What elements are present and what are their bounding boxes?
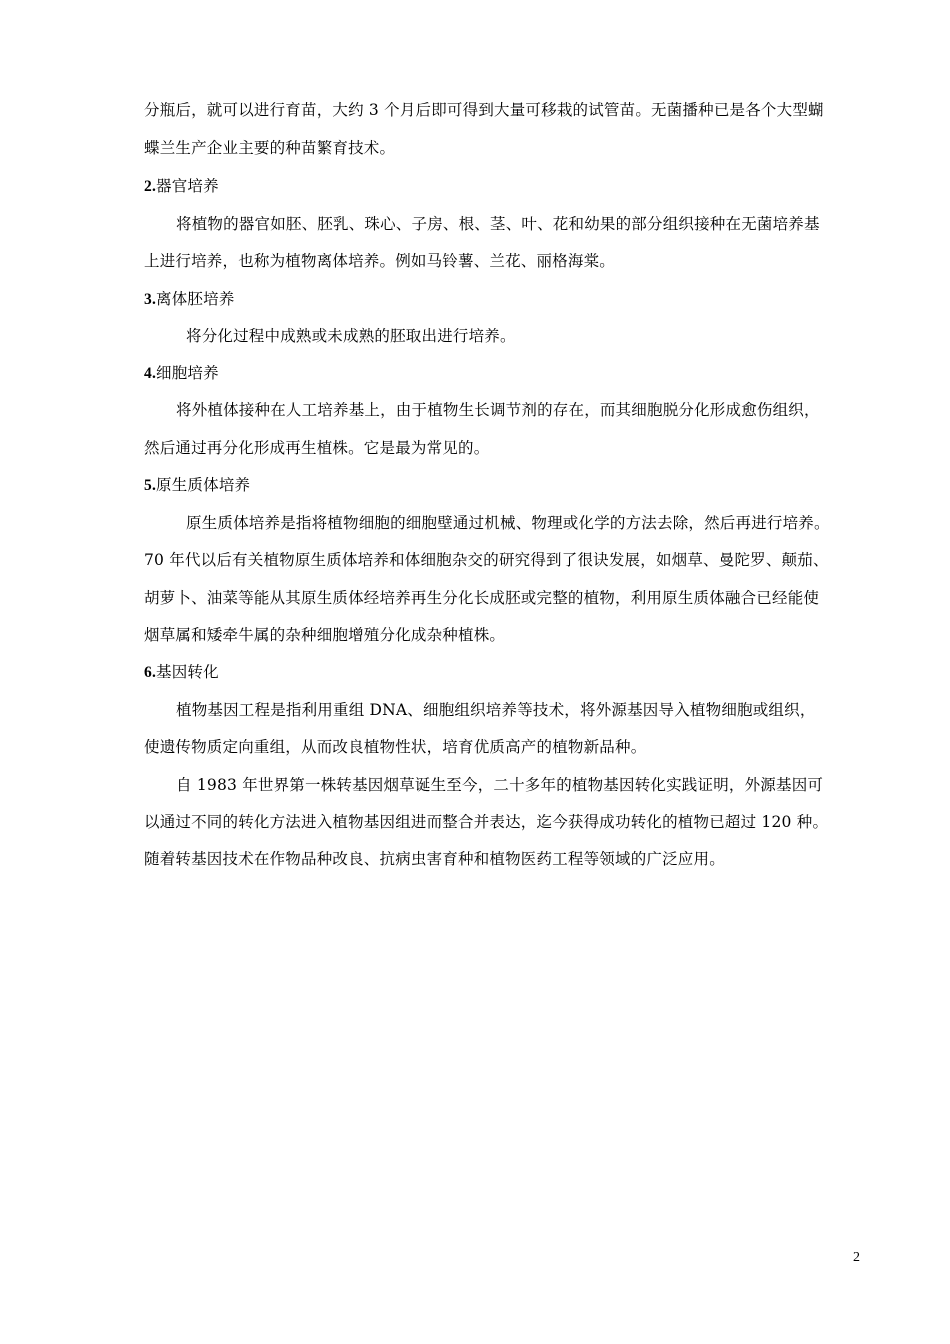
section-title: 器官培养 xyxy=(156,177,219,195)
paragraph-line: 将植物的器官如胚、胚乳、珠心、子房、根、茎、叶、花和幼果的部分组织接种在无菌培养基 xyxy=(176,215,820,233)
section-title: 原生质体培养 xyxy=(156,476,251,494)
section-title: 基因转化 xyxy=(156,663,219,681)
section-number: 4. xyxy=(144,365,157,382)
paragraph-line: 自 1983 年世界第一株转基因烟草诞生至今，二十多年的植物基因转化实践证明，外源基因可 xyxy=(176,776,824,794)
section-heading-embryo-culture xyxy=(144,288,864,311)
section-heading-gene-transformation xyxy=(144,661,864,684)
paragraph-line: 上进行培养，也称为植物离体培养。例如马铃薯、兰花、丽格海棠。 xyxy=(144,252,616,270)
paragraph-line: 70 年代以后有关植物原生质体培养和体细胞杂交的研究得到了很诀发展，如烟草、曼陀罗、颠茄、 xyxy=(144,551,829,569)
paragraph-line: 随着转基因技术在作物品种改良、抗病虫害育种和植物医药工程等领域的广泛应用。 xyxy=(144,850,725,868)
section-number: 3. xyxy=(144,291,157,308)
paragraph-line: 以通过不同的转化方法进入植物基因组进而整合并表达，迄今获得成功转化的植物已超过 120 种。 xyxy=(144,813,829,831)
section-number: 5. xyxy=(144,477,157,494)
page-number: 2 xyxy=(853,1250,860,1265)
section-title: 离体胚培养 xyxy=(156,290,235,308)
paragraph-line: 使遗传物质定向重组，从而改良植物性状，培育优质高产的植物新品种。 xyxy=(144,738,647,756)
paragraph-line: 将外植体接种在人工培养基上，由于植物生长调节剂的存在，而其细胞脱分化形成愈伤组织， xyxy=(176,401,820,419)
paragraph-line: 蝶兰生产企业主要的种苗繁育技术。 xyxy=(144,139,396,157)
section-heading-organ-culture xyxy=(144,175,864,198)
paragraph-line: 分瓶后，就可以进行育苗，大约 3 个月后即可得到大量可移栽的试管苗。无菌播种已是各个大型蝴 xyxy=(144,101,824,119)
paragraph-line: 然后通过再分化形成再生植株。它是最为常见的。 xyxy=(144,439,490,457)
section-heading-cell-culture xyxy=(144,362,864,385)
paragraph-line: 将分化过程中成熟或未成熟的胚取出进行培养。 xyxy=(186,327,516,345)
paragraph-line: 胡萝卜、油菜等能从其原生质体经培养再生分化长成胚或完整的植物，利用原生质体融合已经能使 xyxy=(144,589,820,607)
paragraph-line: 植物基因工程是指利用重组 DNA、细胞组织培养等技术，将外源基因导入植物细胞或组织， xyxy=(176,701,816,719)
section-number: 2. xyxy=(144,178,157,195)
section-number: 6. xyxy=(144,664,157,681)
section-title: 细胞培养 xyxy=(156,364,219,382)
paragraph-line: 原生质体培养是指将植物细胞的细胞壁通过机械、物理或化学的方法去除，然后再进行培养。 xyxy=(186,514,830,532)
section-heading-protoplast-culture xyxy=(144,474,864,497)
paragraph-line: 烟草属和矮牵牛属的杂种细胞增殖分化成杂种植株。 xyxy=(144,626,506,644)
